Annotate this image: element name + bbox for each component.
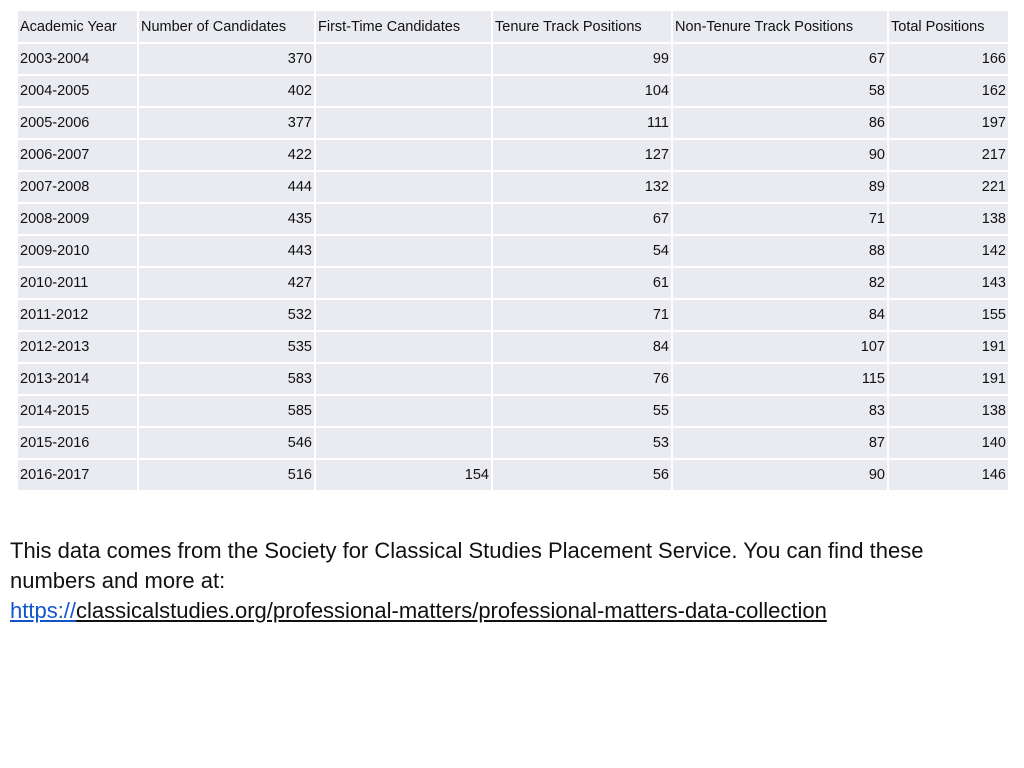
footnote-text: This data comes from the Society for Classical Studies Placement Service. You can find these numbers and more at: <box>10 538 924 593</box>
cell-non-tenure-track-positions: 83 <box>673 396 887 426</box>
cell-non-tenure-track-positions: 107 <box>673 332 887 362</box>
cell-first-time-candidates <box>316 396 491 426</box>
cell-tenure-track-positions: 111 <box>493 108 671 138</box>
cell-first-time-candidates <box>316 172 491 202</box>
cell-academic-year: 2008-2009 <box>18 204 137 234</box>
header-number-of-candidates: Number of Candidates <box>139 11 314 42</box>
cell-number-of-candidates: 427 <box>139 268 314 298</box>
cell-total-positions: 138 <box>889 396 1008 426</box>
cell-non-tenure-track-positions: 115 <box>673 364 887 394</box>
cell-tenure-track-positions: 127 <box>493 140 671 170</box>
table-row <box>18 428 1008 458</box>
cell-academic-year: 2014-2015 <box>18 396 137 426</box>
header-first-time-candidates: First-Time Candidates <box>316 11 491 42</box>
table-row <box>18 172 1008 202</box>
table-row <box>18 396 1008 426</box>
table-row <box>18 460 1008 490</box>
header-tenure-track-positions: Tenure Track Positions <box>493 11 671 42</box>
cell-non-tenure-track-positions: 90 <box>673 140 887 170</box>
cell-non-tenure-track-positions: 88 <box>673 236 887 266</box>
cell-total-positions: 143 <box>889 268 1008 298</box>
cell-number-of-candidates: 532 <box>139 300 314 330</box>
cell-tenure-track-positions: 53 <box>493 428 671 458</box>
cell-first-time-candidates <box>316 204 491 234</box>
cell-tenure-track-positions: 104 <box>493 76 671 106</box>
cell-first-time-candidates <box>316 268 491 298</box>
cell-tenure-track-positions: 56 <box>493 460 671 490</box>
cell-number-of-candidates: 435 <box>139 204 314 234</box>
cell-first-time-candidates <box>316 300 491 330</box>
cell-total-positions: 155 <box>889 300 1008 330</box>
cell-first-time-candidates <box>316 44 491 74</box>
table-row <box>18 332 1008 362</box>
cell-non-tenure-track-positions: 90 <box>673 460 887 490</box>
header-total-positions: Total Positions <box>889 11 1008 42</box>
header-non-tenure-track-positions: Non-Tenure Track Positions <box>673 11 887 42</box>
cell-tenure-track-positions: 99 <box>493 44 671 74</box>
cell-non-tenure-track-positions: 58 <box>673 76 887 106</box>
cell-number-of-candidates: 422 <box>139 140 314 170</box>
cell-academic-year: 2005-2006 <box>18 108 137 138</box>
cell-number-of-candidates: 377 <box>139 108 314 138</box>
cell-number-of-candidates: 535 <box>139 332 314 362</box>
source-link-path[interactable]: classicalstudies.org/professional-matters/professional-matters-data-collection <box>76 598 827 623</box>
cell-number-of-candidates: 583 <box>139 364 314 394</box>
cell-total-positions: 138 <box>889 204 1008 234</box>
cell-non-tenure-track-positions: 84 <box>673 300 887 330</box>
cell-total-positions: 140 <box>889 428 1008 458</box>
cell-academic-year: 2007-2008 <box>18 172 137 202</box>
cell-academic-year: 2012-2013 <box>18 332 137 362</box>
cell-non-tenure-track-positions: 71 <box>673 204 887 234</box>
table-body <box>18 44 1008 490</box>
cell-academic-year: 2009-2010 <box>18 236 137 266</box>
cell-first-time-candidates <box>316 332 491 362</box>
table-row <box>18 268 1008 298</box>
table-row <box>18 364 1008 394</box>
cell-tenure-track-positions: 71 <box>493 300 671 330</box>
cell-first-time-candidates <box>316 236 491 266</box>
cell-academic-year: 2015-2016 <box>18 428 137 458</box>
cell-tenure-track-positions: 84 <box>493 332 671 362</box>
cell-academic-year: 2004-2005 <box>18 76 137 106</box>
cell-non-tenure-track-positions: 89 <box>673 172 887 202</box>
cell-first-time-candidates <box>316 428 491 458</box>
cell-first-time-candidates <box>316 364 491 394</box>
cell-tenure-track-positions: 55 <box>493 396 671 426</box>
table-row <box>18 76 1008 106</box>
cell-total-positions: 146 <box>889 460 1008 490</box>
cell-tenure-track-positions: 76 <box>493 364 671 394</box>
cell-first-time-candidates <box>316 140 491 170</box>
cell-number-of-candidates: 402 <box>139 76 314 106</box>
cell-total-positions: 221 <box>889 172 1008 202</box>
cell-academic-year: 2016-2017 <box>18 460 137 490</box>
cell-number-of-candidates: 546 <box>139 428 314 458</box>
cell-non-tenure-track-positions: 82 <box>673 268 887 298</box>
cell-tenure-track-positions: 132 <box>493 172 671 202</box>
data-table <box>16 9 1010 492</box>
cell-total-positions: 191 <box>889 332 1008 362</box>
cell-total-positions: 197 <box>889 108 1008 138</box>
cell-non-tenure-track-positions: 67 <box>673 44 887 74</box>
cell-academic-year: 2010-2011 <box>18 268 137 298</box>
cell-tenure-track-positions: 61 <box>493 268 671 298</box>
cell-first-time-candidates: 154 <box>316 460 491 490</box>
header-academic-year: Academic Year <box>18 11 137 42</box>
cell-number-of-candidates: 443 <box>139 236 314 266</box>
cell-number-of-candidates: 370 <box>139 44 314 74</box>
cell-total-positions: 162 <box>889 76 1008 106</box>
cell-number-of-candidates: 444 <box>139 172 314 202</box>
cell-first-time-candidates <box>316 108 491 138</box>
cell-first-time-candidates <box>316 76 491 106</box>
source-link[interactable] <box>10 596 1010 626</box>
cell-academic-year: 2006-2007 <box>18 140 137 170</box>
table-row <box>18 44 1008 74</box>
cell-academic-year: 2013-2014 <box>18 364 137 394</box>
cell-academic-year: 2003-2004 <box>18 44 137 74</box>
cell-tenure-track-positions: 67 <box>493 204 671 234</box>
table-row <box>18 108 1008 138</box>
cell-total-positions: 166 <box>889 44 1008 74</box>
data-table-container <box>16 9 1008 492</box>
table-row <box>18 300 1008 330</box>
cell-academic-year: 2011-2012 <box>18 300 137 330</box>
table-header-row <box>18 11 1008 42</box>
cell-total-positions: 217 <box>889 140 1008 170</box>
source-link-protocol[interactable]: https:// <box>10 598 77 623</box>
cell-tenure-track-positions: 54 <box>493 236 671 266</box>
cell-number-of-candidates: 585 <box>139 396 314 426</box>
table-row <box>18 204 1008 234</box>
cell-non-tenure-track-positions: 87 <box>673 428 887 458</box>
cell-non-tenure-track-positions: 86 <box>673 108 887 138</box>
cell-number-of-candidates: 516 <box>139 460 314 490</box>
source-footnote <box>10 536 1010 626</box>
cell-total-positions: 142 <box>889 236 1008 266</box>
table-row <box>18 140 1008 170</box>
table-row <box>18 236 1008 266</box>
cell-total-positions: 191 <box>889 364 1008 394</box>
